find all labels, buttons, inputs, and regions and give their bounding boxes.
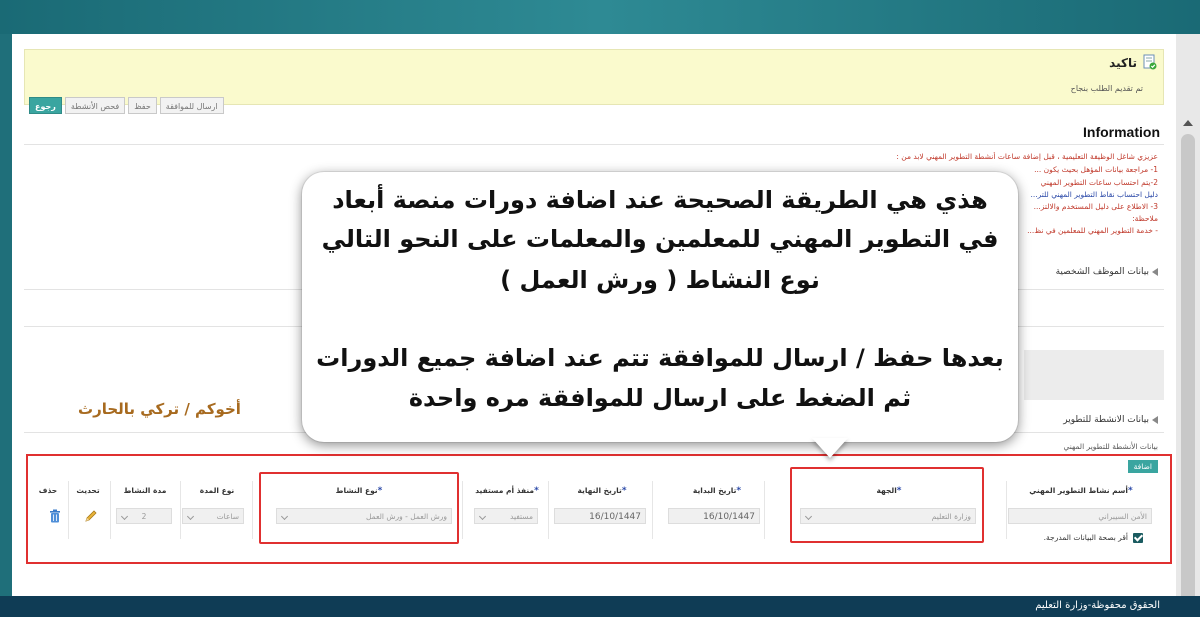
callout-line: نوع النشاط ( ورش العمل ): [500, 266, 820, 294]
footer-copyright: الحقوق محفوظة-وزارة التعليم: [1035, 600, 1160, 611]
page-footer: [0, 596, 1200, 617]
end-date-field[interactable]: 16/10/1447: [554, 508, 646, 524]
header-end-date: *تاريخ النهاية: [577, 486, 627, 496]
info-line: 1- مراجعة بيانات المؤهل بحيث يكون ...: [1034, 165, 1158, 174]
header-update: تحديث: [76, 486, 100, 495]
callout-line: بعدها حفظ / ارسال للموافقة تتم عند اضافة جميع الدورات: [316, 344, 1004, 372]
blurred-region: [1024, 350, 1164, 400]
column-separator: [1006, 481, 1007, 539]
activity-name-field[interactable]: الأمن السيبراني: [1008, 508, 1152, 524]
info-line: 2-يتم احتساب ساعات التطوير المهني: [1040, 178, 1158, 187]
divider: [24, 144, 1164, 145]
activity-type-select[interactable]: ورش العمل - ورش العمل: [276, 508, 452, 524]
author-credit: أخوكم / تركي بالحارث: [78, 400, 241, 418]
header-delete: حذف: [38, 486, 58, 495]
browser-top-bar: [0, 0, 1200, 34]
column-separator: [110, 481, 111, 539]
scroll-up-arrow-icon[interactable]: [1183, 120, 1193, 126]
vertical-scrollbar[interactable]: [1176, 34, 1200, 596]
activity-type-highlight-box: [259, 472, 459, 544]
scroll-thumb[interactable]: [1181, 134, 1195, 604]
send-for-approval-button[interactable]: ارسال للموافقة: [160, 97, 224, 114]
confirmation-message: تم تقديم الطلب بنجاح: [1070, 84, 1143, 93]
column-separator: [68, 481, 69, 539]
entity-highlight-box: [790, 467, 984, 543]
confirmation-title: تاكيد: [1109, 56, 1137, 70]
section-employee-label: بيانات الموظف الشخصية: [1055, 267, 1149, 277]
confirm-data-checkbox[interactable]: [1133, 533, 1143, 543]
header-activity-name: *أسم نشاط التطوير المهني: [1029, 486, 1133, 496]
column-separator: [462, 481, 463, 539]
section-activities-header[interactable]: [1063, 415, 1158, 425]
column-separator: [180, 481, 181, 539]
callout-line: في التطوير المهني للمعلمين والمعلمات على النحو التالي: [321, 225, 999, 253]
beneficiary-select[interactable]: مستفيد: [474, 508, 538, 524]
column-separator: [252, 481, 253, 539]
column-separator: [652, 481, 653, 539]
header-activity-type: *نوع النشاط: [335, 486, 383, 496]
instruction-callout: [302, 172, 1018, 442]
document-check-icon: [1143, 54, 1157, 70]
duration-select[interactable]: 2: [116, 508, 172, 524]
info-line: - خدمة التطوير المهني للمعلمين في نظ...: [1027, 226, 1158, 235]
duration-type-select[interactable]: ساعات: [182, 508, 244, 524]
column-separator: [548, 481, 549, 539]
entity-select[interactable]: وزارة التعليم: [800, 508, 976, 524]
header-duration-type: نوع المدة: [199, 486, 235, 495]
section-activities-label: بيانات الانشطة للتطوير: [1063, 415, 1149, 425]
callout-line: ثم الضغط على ارسال للموافقة مره واحدة: [408, 384, 912, 412]
confirm-data-label: أقر بصحة البيانات المدرجة.: [1043, 533, 1128, 542]
header-entity: *الجهة: [876, 486, 902, 496]
action-toolbar: [29, 97, 224, 114]
save-button[interactable]: حفظ: [128, 97, 157, 114]
section-employee-header[interactable]: [1056, 267, 1158, 277]
collapse-arrow-icon: [1152, 268, 1158, 276]
callout-pointer: [812, 438, 848, 458]
info-link[interactable]: دليل احتساب نقاط التطوير المهني للتر...: [1030, 190, 1158, 199]
column-separator: [764, 481, 765, 539]
trash-delete-icon[interactable]: [49, 509, 61, 523]
start-date-field[interactable]: 16/10/1447: [668, 508, 760, 524]
header-duration: مدة النشاط: [123, 486, 167, 495]
callout-line: هذي هي الطريقة الصحيحة عند اضافة دورات منصة أبعاد: [332, 186, 988, 214]
chevron-down-icon: [187, 513, 194, 520]
information-title: Information: [1083, 124, 1160, 140]
info-line: 3- الاطلاع على دليل المستخدم والالتز...: [1033, 202, 1158, 211]
pencil-edit-icon[interactable]: [84, 509, 98, 523]
collapse-arrow-icon: [1152, 416, 1158, 424]
back-button[interactable]: رجوع: [29, 97, 62, 114]
chevron-down-icon: [479, 513, 486, 520]
add-activity-button[interactable]: اضافة: [1128, 460, 1158, 473]
check-activities-button[interactable]: فحص الأنشطة: [65, 97, 125, 114]
info-line: عزيزي شاغل الوظيفة التعليمية ، قبل إضافة ساعات أنشطة التطوير المهني لابد من :: [896, 152, 1158, 161]
activities-subheader: بيانات الأنشطة للتطوير المهني: [1063, 442, 1158, 451]
chevron-down-icon: [121, 513, 128, 520]
header-start-date: *تاريخ البداية: [692, 486, 742, 496]
info-line: ملاحظة:: [1132, 214, 1158, 223]
header-beneficiary: *منفذ أم مستفيد: [475, 486, 539, 496]
